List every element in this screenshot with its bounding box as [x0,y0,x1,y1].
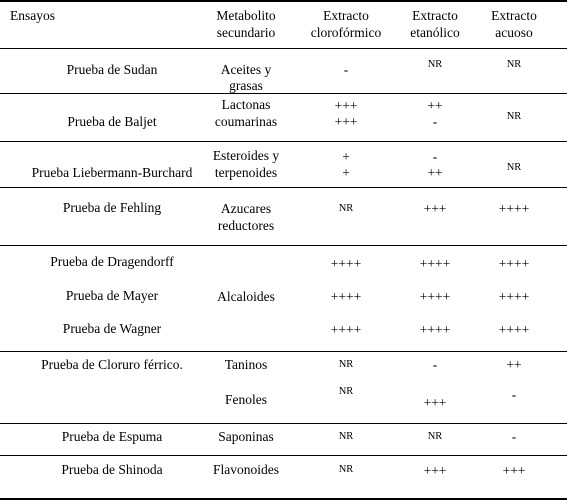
header-acuoso-line1: Extracto [491,8,537,23]
sudan-metabolito-line1: Aceites y [220,62,272,77]
baljet-metabolito-line1: Lactonas [221,97,271,112]
shinoda-acuoso: +++ [502,463,526,478]
row-divider [0,141,567,142]
shinoda-cloroformico: NR [338,464,354,475]
header-acuoso-line2: acuoso [495,25,533,40]
cloruro-ensayo: Prueba de Cloruro férrico. [41,357,183,372]
fenoles-metabolito: Fenoles [225,392,267,407]
lieber-etanolico-line2: ++ [427,165,443,180]
wagner-ensayo: Prueba de Wagner [62,321,162,336]
sudan-ensayo: Prueba de Sudan [66,62,158,77]
lieber-acuoso: NR [506,162,522,173]
wagner-acuoso: ++++ [498,322,530,337]
header-etanolico-line2: etanólico [410,25,460,40]
header-metabolito-line1: Metabolito [216,8,276,23]
espuma-cloroformico: NR [338,431,354,442]
fehling-cloroformico: NR [338,203,354,214]
shinoda-metabolito: Flavonoides [213,462,279,477]
sudan-cloroformico: - [343,62,349,77]
baljet-metabolito-line2: coumarinas [214,114,278,129]
fehling-metabolito-line1: Azucares [220,201,272,216]
espuma-etanolico: NR [427,431,443,442]
fehling-acuoso: ++++ [498,201,530,216]
mayer-ensayo: Prueba de Mayer [65,288,159,303]
lieber-cloroformico-line1: + [342,149,350,164]
dragendorff-etanolico: ++++ [419,256,451,271]
shinoda-etanolico: +++ [423,463,447,478]
shinoda-ensayo: Prueba de Shinoda [61,462,163,477]
header-cloroformico-line1: Extracto [323,8,369,23]
header-ensayos: Ensayos [10,8,55,23]
table-bottom-border [0,498,567,500]
mayer-etanolico: ++++ [419,289,451,304]
table-top-border [0,0,567,2]
lieber-ensayo: Prueba Liebermann-Burchard [31,165,193,180]
fehling-ensayo: Prueba de Fehling [62,200,162,215]
lieber-metabolito-line1: Esteroides y [212,148,280,163]
row-divider [0,187,567,188]
fenoles-acuoso: - [511,387,517,402]
row-divider [0,245,567,246]
wagner-etanolico: ++++ [419,322,451,337]
row-divider [0,423,567,424]
taninos-acuoso: ++ [506,357,522,372]
espuma-acuoso: - [511,429,517,444]
baljet-cloroformico-line1: +++ [334,98,358,113]
baljet-etanolico-line2: - [432,114,438,129]
header-metabolito-line2: secundario [216,25,276,40]
row-divider [0,351,567,352]
baljet-acuoso: NR [506,111,522,122]
row-divider [0,455,567,456]
lieber-etanolico-line1: - [432,149,438,164]
fenoles-etanolico: +++ [423,395,447,410]
header-etanolico-line1: Extracto [412,8,458,23]
dragendorff-ensayo: Prueba de Dragendorff [50,254,174,269]
baljet-ensayo: Prueba de Baljet [67,114,157,129]
sudan-metabolito-line2: grasas [229,78,263,93]
lieber-metabolito-line2: terpenoides [214,165,278,180]
mayer-cloroformico: ++++ [330,289,362,304]
mayer-acuoso: ++++ [498,289,530,304]
fehling-etanolico: +++ [423,201,447,216]
header-bottom-border [0,48,567,49]
alcaloides-metabolito: Alcaloides [217,289,275,304]
sudan-etanolico: NR [427,59,443,70]
dragendorff-cloroformico: ++++ [330,256,362,271]
sudan-acuoso: NR [506,59,522,70]
fehling-metabolito-line2: reductores [217,218,275,233]
baljet-cloroformico-line2: +++ [334,114,358,129]
taninos-cloroformico: NR [338,359,354,370]
header-cloroformico-line2: clorofórmico [310,25,382,40]
taninos-metabolito: Taninos [224,357,268,372]
wagner-cloroformico: ++++ [330,322,362,337]
espuma-metabolito: Saponinas [218,429,274,444]
dragendorff-acuoso: ++++ [498,256,530,271]
row-divider [0,93,567,94]
lieber-cloroformico-line2: + [342,165,350,180]
espuma-ensayo: Prueba de Espuma [61,429,163,444]
taninos-etanolico: - [432,357,438,372]
fenoles-cloroformico: NR [338,386,354,397]
baljet-etanolico-line1: ++ [427,98,443,113]
